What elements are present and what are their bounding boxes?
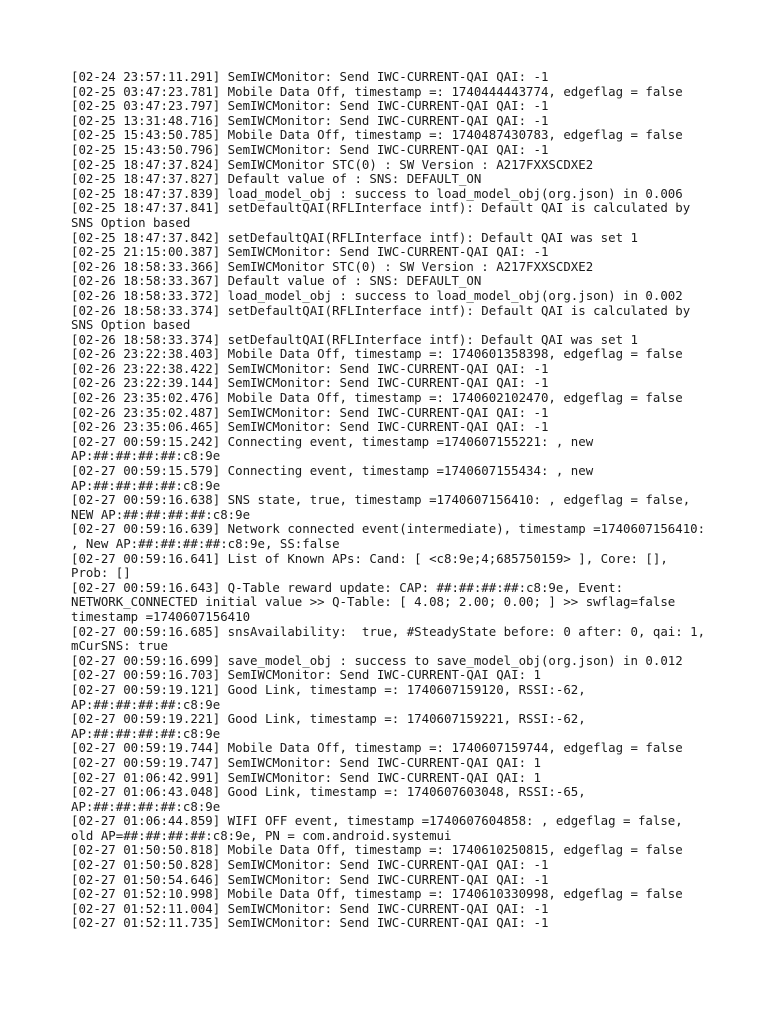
log-line: [02-27 00:59:15.579] Connecting event, timestamp =1740607155434: , new AP:##:##:##:##:c8:9e xyxy=(71,463,601,493)
log-line: [02-25 18:47:37.839] load_model_obj : success to load_model_obj(org.json) in 0.006 xyxy=(71,185,683,201)
log-line: [02-26 18:58:33.372] load_model_obj : success to load_model_obj(org.json) in 0.002 xyxy=(71,287,683,303)
log-line: [02-25 18:47:37.842] setDefaultQAI(RFLInterface intf): Default QAI was set 1 xyxy=(71,229,638,245)
log-line: [02-25 18:47:37.841] setDefaultQAI(RFLInterface intf): Default QAI is calculated by SNS Option based xyxy=(71,200,698,230)
log-line: [02-25 21:15:00.387] SemIWCMonitor: Send IWC-CURRENT-QAI QAI: -1 xyxy=(71,244,549,260)
log-line: [02-25 18:47:37.824] SemIWCMonitor STC(0) : SW Version : A217FXXSCDXE2 xyxy=(71,156,594,172)
log-line: [02-27 00:59:16.643] Q-Table reward update: CAP: ##:##:##:##:c8:9e, Event: NETWORK_CONNECTED initial value >> Q-Table: [ 4.08; 2.00; 0.00; ] >> swflag=false timestamp =1740607156410 xyxy=(71,579,683,624)
log-line: [02-26 18:58:33.374] setDefaultQAI(RFLInterface intf): Default QAI is calculated by SNS Option based xyxy=(71,302,698,333)
log-line: [02-27 01:06:44.859] WIFI OFF event, timestamp =1740607604858: , edgeflag = false, old AP=##:##:##:##:c8:9e, PN = com.android.systemui xyxy=(71,813,691,843)
log-line: [02-27 01:06:43.048] Good Link, timestamp =: 1740607603048, RSSI:-65, AP:##:##:##:##:c8:9e xyxy=(71,784,594,814)
log-line: [02-27 01:50:54.646] SemIWCMonitor: Send IWC-CURRENT-QAI QAI: -1 xyxy=(71,871,549,887)
log-line: [02-27 01:52:10.998] Mobile Data Off, timestamp =: 1740610330998, edgeflag = false xyxy=(71,886,683,902)
log-line: [02-27 00:59:16.639] Network connected event(intermediate), timestamp =1740607156410: , New AP:##:##:##:##:c8:9e, SS:false xyxy=(71,521,713,551)
log-line: [02-27 01:50:50.828] SemIWCMonitor: Send IWC-CURRENT-QAI QAI: -1 xyxy=(71,857,549,873)
log-line: [02-25 18:47:37.827] Default value of : SNS: DEFAULT_ON xyxy=(71,171,482,187)
log-line: [02-27 00:59:19.747] SemIWCMonitor: Send IWC-CURRENT-QAI QAI: 1 xyxy=(71,754,541,770)
log-line: [02-27 01:52:11.004] SemIWCMonitor: Send IWC-CURRENT-QAI QAI: -1 xyxy=(71,900,549,916)
log-document xyxy=(71,70,711,931)
log-line: [02-26 23:35:02.476] Mobile Data Off, timestamp =: 1740602102470, edgeflag = false xyxy=(71,390,683,406)
log-line: [02-27 00:59:16.699] save_model_obj : success to save_model_obj(org.json) in 0.012 xyxy=(71,652,683,668)
log-line: [02-27 00:59:16.685] snsAvailability: true, #SteadyState before: 0 after: 0, qai: 1, mCurSNS: true xyxy=(71,623,713,654)
log-line: [02-25 15:43:50.785] Mobile Data Off, timestamp =: 1740487430783, edgeflag = false xyxy=(71,127,683,143)
log-line: [02-26 23:22:38.403] Mobile Data Off, timestamp =: 1740601358398, edgeflag = false xyxy=(71,346,683,362)
log-line: [02-27 00:59:19.744] Mobile Data Off, timestamp =: 1740607159744, edgeflag = false xyxy=(71,740,683,756)
log-line: [02-27 01:52:11.735] SemIWCMonitor: Send IWC-CURRENT-QAI QAI: -1 xyxy=(71,915,549,931)
log-line: [02-25 13:31:48.716] SemIWCMonitor: Send IWC-CURRENT-QAI QAI: -1 xyxy=(71,112,549,128)
log-line: [02-26 18:58:33.374] setDefaultQAI(RFLInterface intf): Default QAI was set 1 xyxy=(71,331,638,347)
log-line: [02-27 00:59:19.221] Good Link, timestamp =: 1740607159221, RSSI:-62, AP:##:##:##:##:c8:9e xyxy=(71,711,594,741)
log-line: [02-27 01:06:42.991] SemIWCMonitor: Send IWC-CURRENT-QAI QAI: 1 xyxy=(71,769,541,785)
log-line: [02-25 03:47:23.797] SemIWCMonitor: Send IWC-CURRENT-QAI QAI: -1 xyxy=(71,98,549,114)
log-line: [02-27 00:59:16.638] SNS state, true, timestamp =1740607156410: , edgeflag = false, NEW AP:##:##:##:##:c8:9e xyxy=(71,492,698,522)
log-line: [02-26 23:22:38.422] SemIWCMonitor: Send IWC-CURRENT-QAI QAI: -1 xyxy=(71,360,549,376)
log-line: [02-27 00:59:16.641] List of Known APs: Cand: [ <c8:9e;4;685750159> ], Core: [], Prob: [] xyxy=(71,550,676,581)
log-line: [02-27 00:59:16.703] SemIWCMonitor: Send IWC-CURRENT-QAI QAI: 1 xyxy=(71,667,541,683)
log-line: [02-25 15:43:50.796] SemIWCMonitor: Send IWC-CURRENT-QAI QAI: -1 xyxy=(71,141,549,157)
log-line: [02-24 23:57:11.291] SemIWCMonitor: Send IWC-CURRENT-QAI QAI: -1 xyxy=(71,69,549,84)
log-line: [02-26 23:35:06.465] SemIWCMonitor: Send IWC-CURRENT-QAI QAI: -1 xyxy=(71,419,549,435)
log-line: [02-27 00:59:19.121] Good Link, timestamp =: 1740607159120, RSSI:-62, AP:##:##:##:##:c8:9e xyxy=(71,681,594,712)
log-line: [02-26 18:58:33.366] SemIWCMonitor STC(0) : SW Version : A217FXXSCDXE2 xyxy=(71,258,594,274)
log-line: [02-27 01:50:50.818] Mobile Data Off, timestamp =: 1740610250815, edgeflag = false xyxy=(71,842,683,858)
log-line: [02-26 23:22:39.144] SemIWCMonitor: Send IWC-CURRENT-QAI QAI: -1 xyxy=(71,375,549,391)
log-line: [02-26 18:58:33.367] Default value of : SNS: DEFAULT_ON xyxy=(71,273,482,289)
log-line: [02-26 23:35:02.487] SemIWCMonitor: Send IWC-CURRENT-QAI QAI: -1 xyxy=(71,404,549,420)
log-line: [02-25 03:47:23.781] Mobile Data Off, timestamp =: 1740444443774, edgeflag = false xyxy=(71,83,683,99)
log-line: [02-27 00:59:15.242] Connecting event, timestamp =1740607155221: , new AP:##:##:##:##:c8:9e xyxy=(71,433,601,464)
